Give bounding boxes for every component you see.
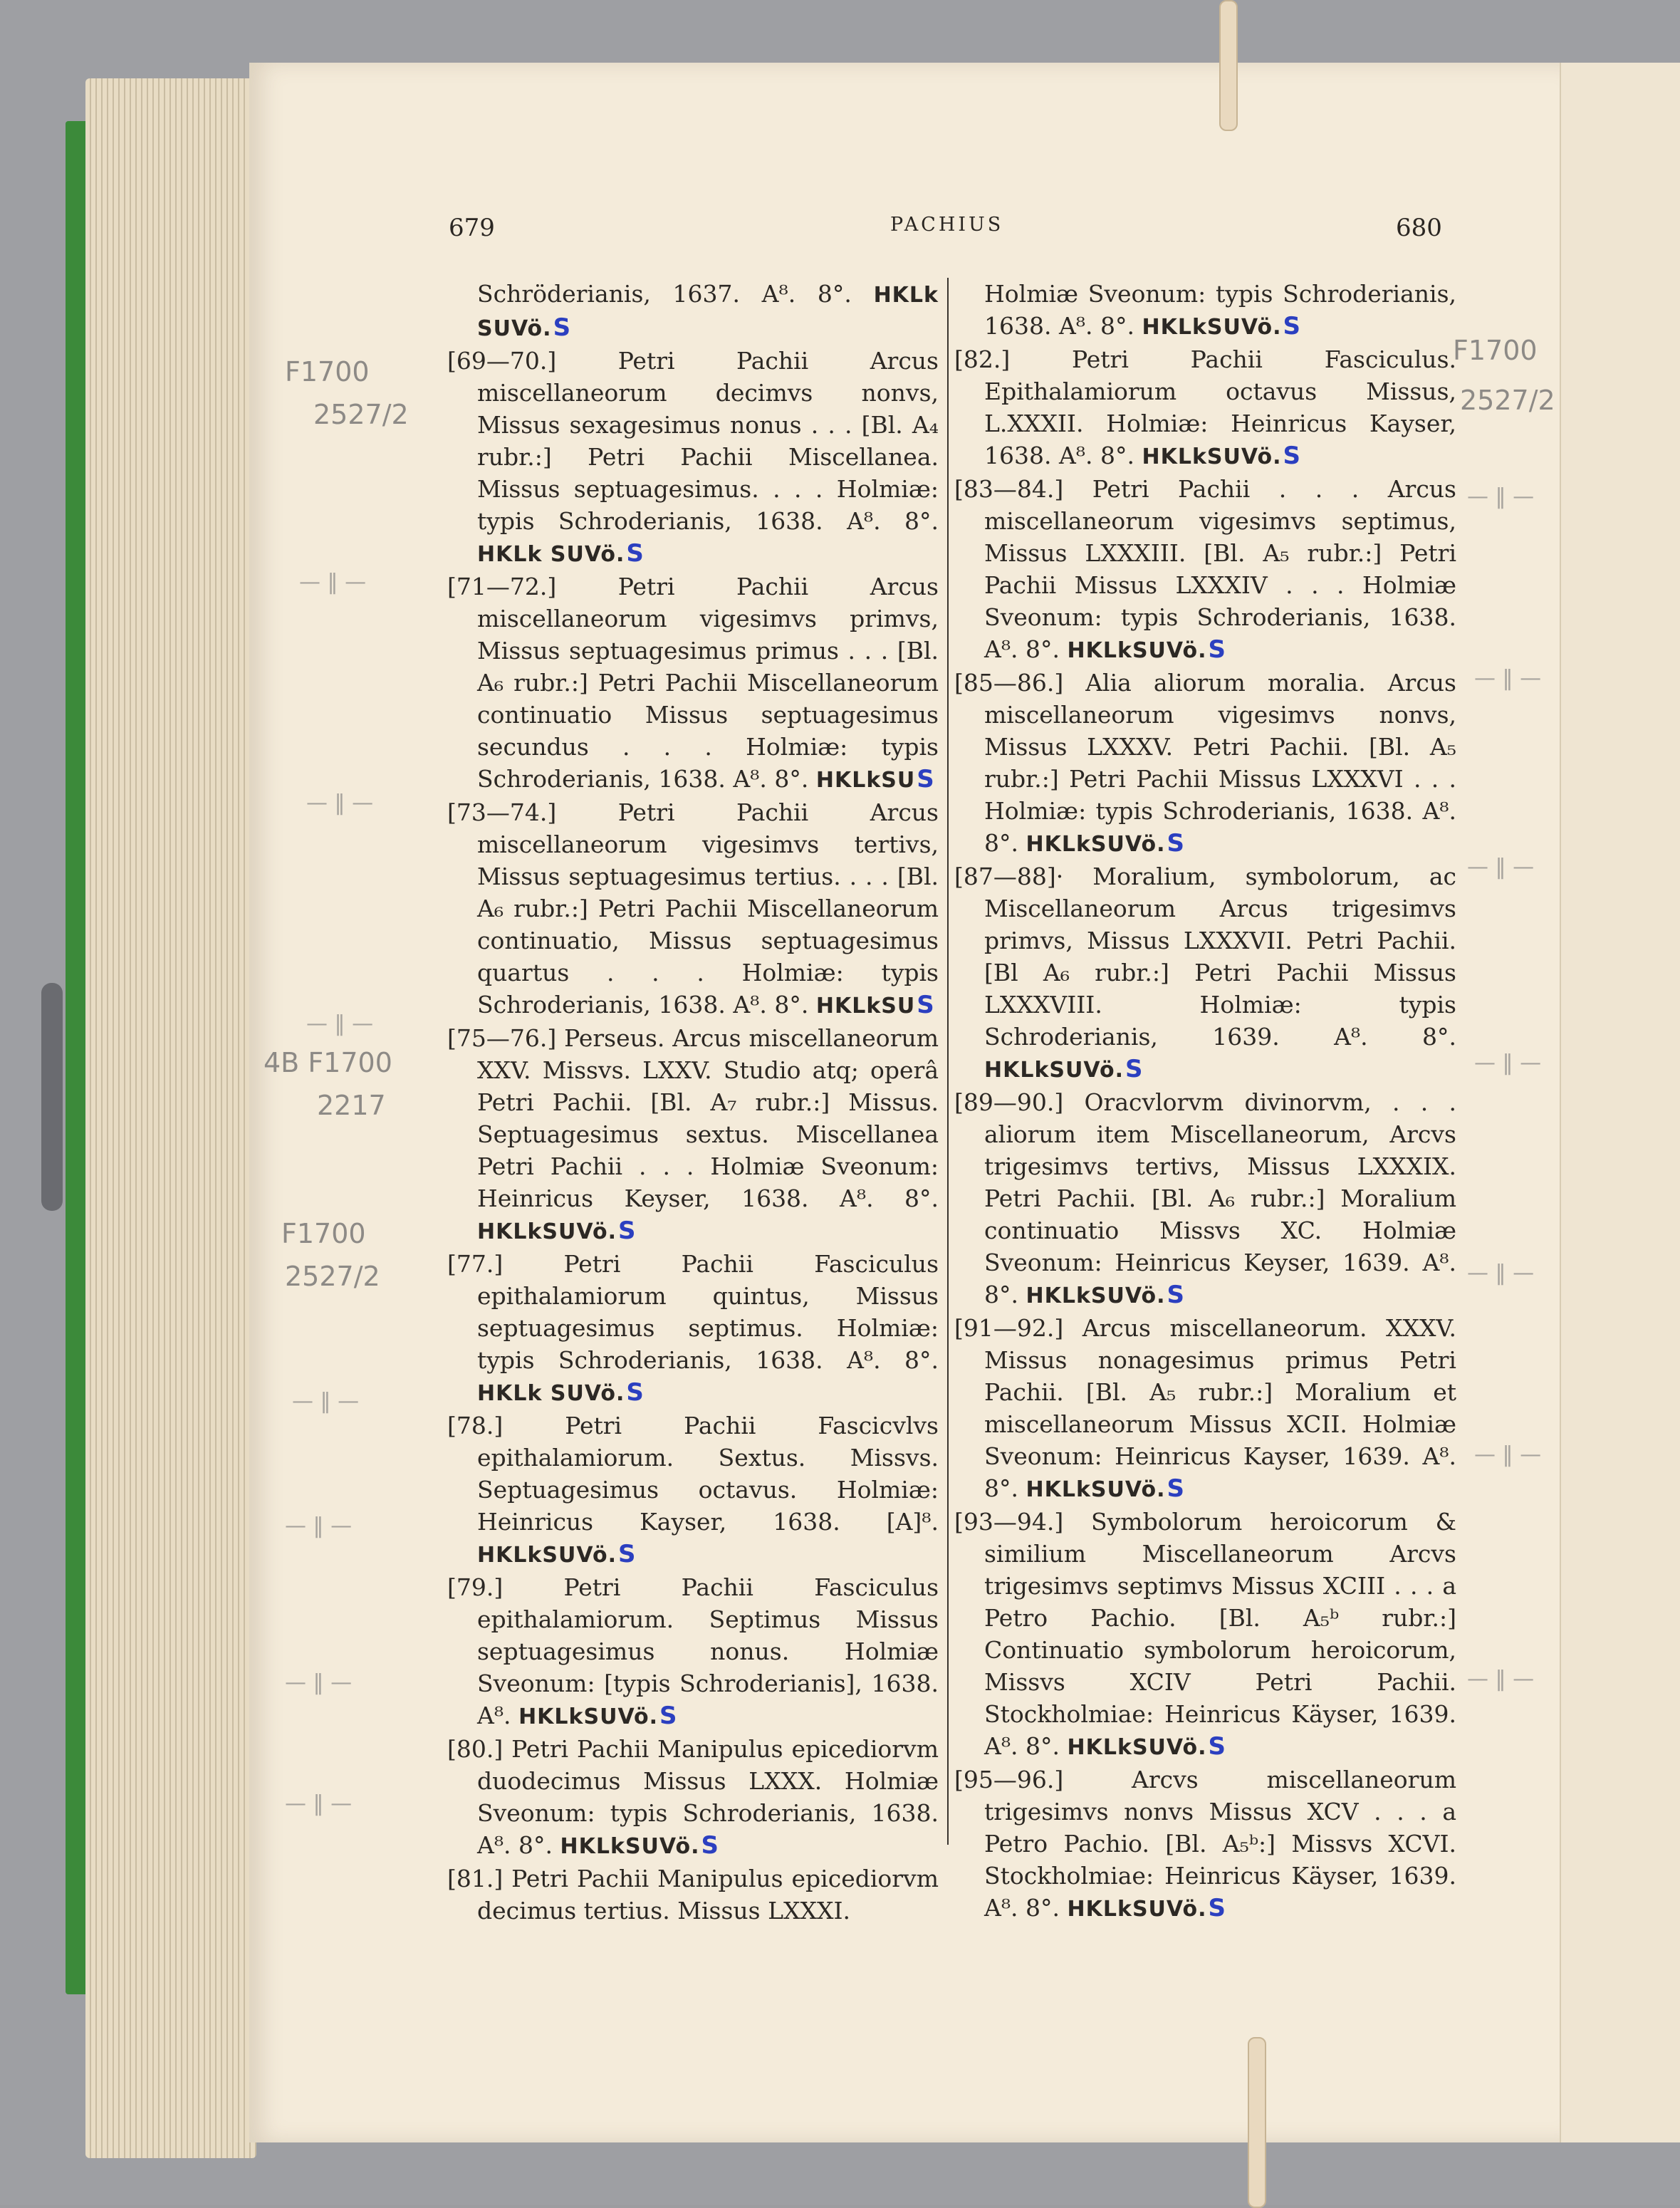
- margin-tick: — ‖ —: [299, 570, 367, 595]
- entry: [95—96.] Arcvs miscellaneorum trigesimvs nonvs Missus XCV . . . a Petro Pachio. [Bl. A₅ᵇ:] Missvs XCVI. Stockholmiae: Heinricus Käyser, 1639. A⁸. 8°. HKLkSUVö.S: [954, 1766, 1456, 1922]
- entry: [80.] Petri Pachii Manipulus epicediorvm duodecimus Missus LXXX. Holmiæ Sveonum: typis Schroderianis, 1638. A⁸. 8°. HKLkSUVö.S: [447, 1735, 939, 1860]
- entry: [82.] Petri Pachii Fasciculus. Epithalamiorum octavus Missus, L.XXXII. Holmiæ: Heinricus Kayser, 1638. A⁸. 8°. HKLkSUVö.S: [954, 345, 1456, 470]
- entry: [69—70.] Petri Pachii Arcus miscellaneorum decimvs nonvs, Missus sexagesimus nonus . . . [Bl. A₄ rubr.:] Petri Pachii Miscellanea. Missus septuagesimus. . . . Holmiæ: typis Schroderianis, 1638. A⁸. 8°. HKLk SUVö.S: [447, 347, 939, 568]
- right-page-edge: [1560, 63, 1680, 2142]
- running-head: PACHIUS: [890, 214, 1004, 236]
- margin-tick: — ‖ —: [1467, 484, 1535, 509]
- margin-note: 2217: [317, 1090, 386, 1121]
- bookmark-top: [1219, 0, 1238, 131]
- margin-tick: — ‖ —: [306, 1011, 374, 1036]
- margin-note: F1700: [281, 1218, 366, 1249]
- entry: [83—84.] Petri Pachii . . . Arcus miscellaneorum vigesimvs septimus, Missus LXXXIII. [Bl. A₅ rubr.:] Petri Pachii Missus LXXXIV . . . Holmiæ Sveonum: typis Schroderianis, 1638. A⁸. 8°. HKLkSUVö.S: [954, 475, 1456, 664]
- entry: [85—86.] Alia aliorum moralia. Arcus miscellaneorum vigesimvs nonvs, Missus LXXXV. Petri Pachii. [Bl. A₅ rubr.:] Petri Pachii Missus LXXXVI . . . Holmiæ: typis Schroderianis, 1638. A⁸. 8°. HKLkSUVö.S: [954, 669, 1456, 858]
- left-column: [447, 278, 939, 1928]
- margin-note: F1700: [1453, 335, 1538, 366]
- margin-tick: — ‖ —: [1467, 1261, 1535, 1286]
- margin-note: 2527/2: [1460, 385, 1555, 416]
- right-page-number: 680: [1396, 214, 1442, 242]
- margin-tick: — ‖ —: [1467, 855, 1535, 880]
- entry: [91—92.] Arcus miscellaneorum. XXXV. Missus nonagesimus primus Petri Pachii. [Bl. A₅ rubr.:] Moralium et miscellaneorum Missus XCII. Holmiæ Sveonum: Heinricus Kayser, 1639. A⁸. 8°. HKLkSUVö.S: [954, 1314, 1456, 1503]
- left-page-number: 679: [449, 214, 495, 242]
- entry: Holmiæ Sveonum: typis Schroderianis, 1638. A⁸. 8°. HKLkSUVö.S: [984, 280, 1456, 340]
- metal-clip: [41, 983, 63, 1211]
- margin-note: 2527/2: [285, 1261, 380, 1292]
- page-edges: [85, 78, 256, 2158]
- entry: Schröderianis, 1637. A⁸. 8°. HKLk SUVö.S: [477, 280, 939, 342]
- margin-note: F1700: [285, 356, 370, 387]
- entry: [89—90.] Oracvlorvm divinorvm, . . . aliorum item Miscellaneorum, Arcvs trigesimvs tertivs, Missus LXXXIX. Petri Pachii. [Bl. A₆ rubr.:] Moralium continuatio Missvs XC. Holmiæ Sveonum: Heinricus Keyser, 1639. A⁸. 8°. HKLkSUVö.S: [954, 1088, 1456, 1309]
- entry: [81.] Petri Pachii Manipulus epicediorvm decimus tertius. Missus LXXXI.: [447, 1865, 939, 1925]
- column-rule: [947, 278, 949, 1845]
- entry: [93—94.] Symbolorum heroicorum & similium Miscellaneorum Arcvs trigesimvs septimvs Missus XCIII . . . a Petro Pachio. [Bl. A₅ᵇ rubr.:] Continuatio symbolorum heroicorum, Missvs XCIV Petri Pachii. Stockholmiae: Heinricus Käyser, 1639. A⁸. 8°. HKLkSUVö.S: [954, 1508, 1456, 1761]
- bookmark-bottom: [1248, 2037, 1266, 2208]
- margin-tick: — ‖ —: [1474, 666, 1542, 691]
- entry: [73—74.] Petri Pachii Arcus miscellaneorum vigesimvs tertivs, Missus septuagesimus tertius. . . . [Bl. A₆ rubr.:] Petri Pachii Miscellaneorum continuatio, Missus septuagesimus quartus . . . Holmiæ: typis Schroderianis, 1638. A⁸. 8°. HKLkSUS: [447, 798, 939, 1019]
- margin-tick: — ‖ —: [292, 1389, 360, 1414]
- margin-tick: — ‖ —: [285, 1670, 353, 1695]
- entry: [75—76.] Perseus. Arcus miscellaneorum XXV. Missvs. LXXV. Studio atq; operâ Petri Pachii. [Bl. A₇ rubr.:] Missus. Septuagesimus sextus. Miscellanea Petri Pachii . . . Holmiæ Sveonum: Heinricus Keyser, 1638. A⁸. 8°. HKLkSUVö.S: [447, 1024, 939, 1245]
- margin-tick: — ‖ —: [285, 1791, 353, 1816]
- margin-tick: — ‖ —: [1474, 1051, 1542, 1076]
- margin-tick: — ‖ —: [1474, 1442, 1542, 1467]
- margin-tick: — ‖ —: [285, 1514, 353, 1538]
- right-column: [954, 278, 1456, 1925]
- entry: [79.] Petri Pachii Fasciculus epithalamiorum. Septimus Missus septuagesimus nonus. Holmiæ Sveonum: [typis Schroderianis], 1638. A⁸. HKLkSUVö.S: [447, 1573, 939, 1730]
- entry: [78.] Petri Pachii Fascicvlvs epithalamiorum. Sextus. Missvs. Septuagesimus octavus. Holmiæ: Heinricus Kayser, 1638. [A]⁸. HKLkSUVö.S: [447, 1412, 939, 1568]
- entry: [77.] Petri Pachii Fasciculus epithalamiorum quintus, Missus septuagesimus septimus. Holmiæ: typis Schroderianis, 1638. A⁸. 8°. HKLk SUVö.S: [447, 1250, 939, 1407]
- margin-note: 4B F1700: [264, 1047, 392, 1078]
- entry: [71—72.] Petri Pachii Arcus miscellaneorum vigesimvs primvs, Missus septuagesimus primus . . . [Bl. A₆ rubr.:] Petri Pachii Miscellaneorum continuatio Missus septuagesimus secundus . . . Holmiæ: typis Schroderianis, 1638. A⁸. 8°. HKLkSUS: [447, 573, 939, 793]
- margin-tick: — ‖ —: [1467, 1667, 1535, 1692]
- margin-note: 2527/2: [313, 399, 409, 430]
- margin-tick: — ‖ —: [306, 791, 374, 816]
- entry: [87—88]· Moralium, symbolorum, ac Miscellaneorum Arcus trigesimvs primvs, Missus LXXXVII. Petri Pachii. [Bl A₆ rubr.:] Petri Pachii Missus LXXXVIII. Holmiæ: typis Schroderianis, 1639. A⁸. 8°. HKLkSUVö.S: [954, 863, 1456, 1083]
